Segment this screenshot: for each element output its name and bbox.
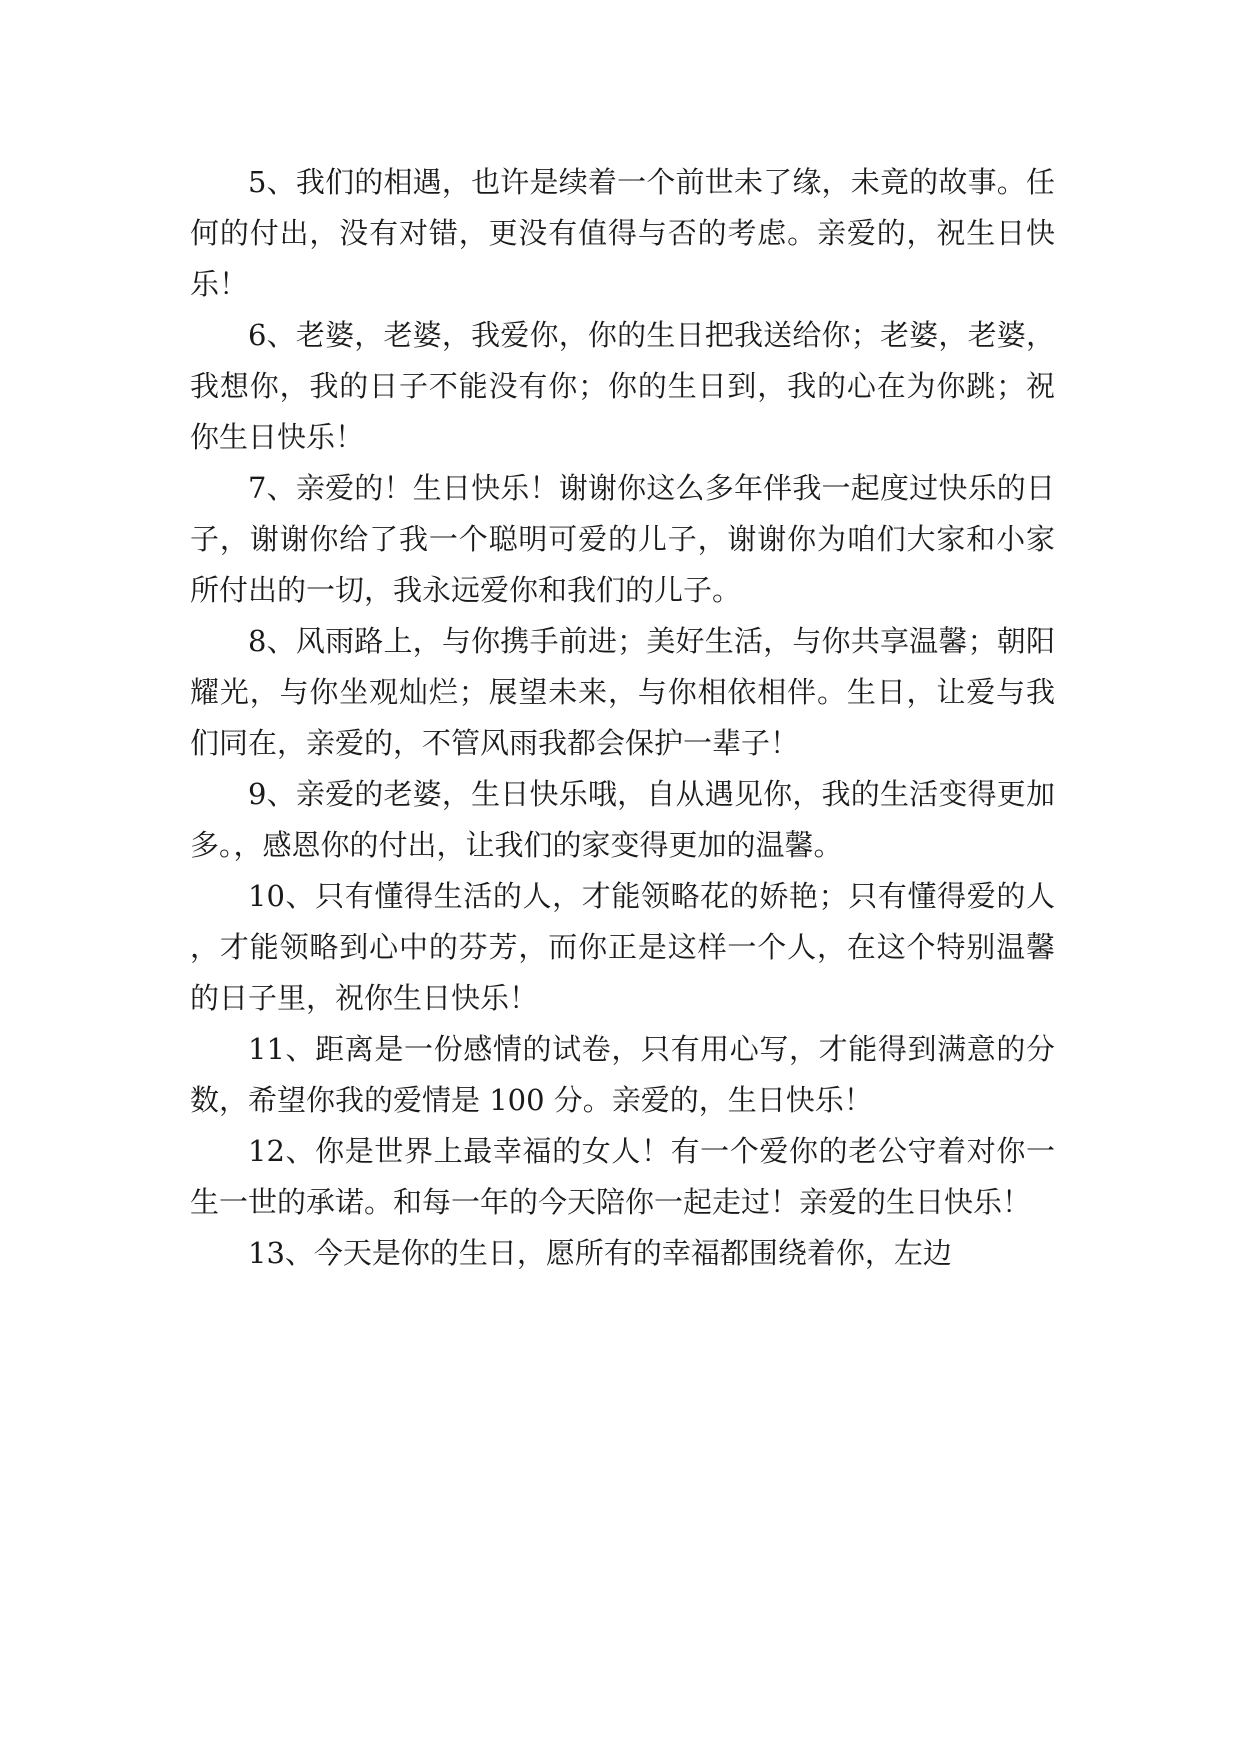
paragraph-9: 9、亲爱的老婆，生日快乐哦，自从遇见你，我的生活变得更加多。，感恩你的付出，让我们的家变得更加的温馨。 [190, 777, 1055, 862]
paragraph-13: 13、今天是你的生日，愿所有的幸福都围绕着你，左边 [248, 1236, 952, 1270]
document-body [190, 157, 1055, 1279]
paragraph-11: 11、距离是一份感情的试卷，只有用心写，才能得到满意的分数，希望你我的爱情是 100 分。亲爱的，生日快乐！ [190, 1032, 1055, 1117]
paragraph-8: 8、风雨路上，与你携手前进；美好生活，与你共享温馨；朝阳耀光，与你坐观灿烂；展望未来，与你相依相伴。生日，让爱与我们同在，亲爱的，不管风雨我都会保护一辈子！ [190, 624, 1055, 760]
paragraph-6: 6、老婆，老婆，我爱你，你的生日把我送给你；老婆，老婆，我想你，我的日子不能没有你；你的生日到，我的心在为你跳；祝你生日快乐！ [190, 318, 1055, 454]
paragraph-12: 12、你是世界上最幸福的女人！有一个爱你的老公守着对你一生一世的承诺。和每一年的今天陪你一起走过！亲爱的生日快乐！ [190, 1134, 1055, 1219]
paragraph-5: 5、我们的相遇，也许是续着一个前世未了缘，未竟的故事。任何的付出，没有对错，更没有值得与否的考虑。亲爱的，祝生日快乐！ [190, 165, 1055, 301]
paragraph-7: 7、亲爱的！生日快乐！谢谢你这么多年伴我一起度过快乐的日子，谢谢你给了我一个聪明可爱的儿子，谢谢你为咱们大家和小家所付出的一切，我永远爱你和我们的儿子。 [190, 471, 1055, 607]
paragraph-10: 10、只有懂得生活的人，才能领略花的娇艳；只有懂得爱的人，才能领略到心中的芬芳，而你正是这样一个人，在这个特别温馨的日子里，祝你生日快乐！ [190, 879, 1055, 1015]
